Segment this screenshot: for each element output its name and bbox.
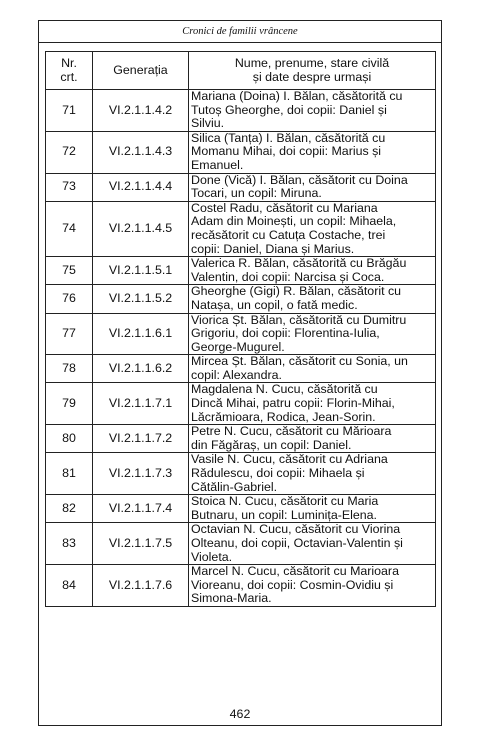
row-number-cell: 71 (46, 90, 93, 132)
table-row (46, 523, 436, 565)
description-line: Viorica Șt. Bălan, căsătorită cu Dumitru (191, 312, 407, 327)
description-line: Dincă Mihai, patru copii: Florin-Mihai, (191, 396, 395, 411)
description-line: Emanuel. (191, 157, 244, 172)
generation-cell: VI.2.1.1.6.1 (93, 313, 189, 355)
table-row (46, 383, 436, 425)
generation-cell: VI.2.1.1.4.2 (93, 90, 189, 132)
generation-cell: VI.2.1.1.4.4 (93, 173, 189, 201)
table-row (46, 257, 436, 285)
generation-cell: VI.2.1.1.7.4 (93, 495, 189, 523)
description-line: Lăcrămioara, Rodica, Jean-Sorin. (191, 409, 376, 424)
generation-cell: VI.2.1.1.5.1 (93, 257, 189, 285)
description-line: Petre N. Cucu, căsătorit cu Mărioara (191, 424, 392, 439)
table-body (46, 90, 436, 607)
row-number-cell: 72 (46, 131, 93, 173)
generation-cell: VI.2.1.1.7.2 (93, 425, 189, 453)
column-header-nr-line1: Nr. (61, 55, 77, 70)
table-row (46, 201, 436, 256)
table-row (46, 90, 436, 132)
generation-cell: VI.2.1.1.7.1 (93, 383, 189, 425)
column-header-nr-line2: crt. (60, 69, 78, 84)
description-line: Gheorghe (Gigi) R. Bălan, căsătorit cu (191, 284, 402, 299)
row-number-cell: 83 (46, 523, 93, 565)
table-header-row (46, 52, 436, 90)
column-header-generation: Generația (93, 52, 189, 90)
description-cell (189, 257, 436, 285)
description-line: Violeta. (191, 549, 233, 564)
description-line: Valentin, doi copii: Narcisa și Coca. (191, 269, 385, 284)
description-cell (189, 201, 436, 256)
page-number: 462 (229, 707, 251, 721)
description-line: Mircea Șt. Bălan, căsătorit cu Sonia, un (191, 354, 408, 369)
description-line: George-Mugurel. (191, 339, 285, 354)
description-line: Magdalena N. Cucu, căsătorită cu (191, 382, 378, 397)
description-line: Octavian N. Cucu, căsătorit cu Viorina (191, 522, 401, 537)
description-line: din Făgăraș, un copil: Daniel. (191, 437, 352, 452)
row-number-cell: 77 (46, 313, 93, 355)
table-row (46, 131, 436, 173)
description-cell (189, 383, 436, 425)
row-number-cell: 82 (46, 495, 93, 523)
description-line: Done (Vică) I. Bălan, căsătorit cu Doina (191, 172, 408, 187)
description-line: Olteanu, doi copii, Octavian-Valentin și (191, 536, 403, 550)
description-cell (189, 173, 436, 201)
description-line: Vasile N. Cucu, căsătorit cu Adriana (191, 452, 388, 467)
table-row (46, 425, 436, 453)
table-row (46, 285, 436, 313)
generation-cell: VI.2.1.1.4.3 (93, 131, 189, 173)
description-line: Silviu. (191, 116, 225, 131)
row-number-cell: 81 (46, 453, 93, 495)
generation-cell: VI.2.1.1.7.3 (93, 453, 189, 495)
column-header-description-line2: și date despre urmași (252, 69, 372, 84)
description-cell (189, 90, 436, 132)
description-line: Simona-Maria. (191, 591, 272, 606)
description-line: Tocari, un copil: Miruna. (191, 186, 322, 201)
genealogy-table (45, 51, 436, 607)
description-line: Costel Radu, căsătorit cu Mariana (191, 200, 378, 215)
description-line: Rădulescu, doi copii: Mihaela și (191, 466, 365, 481)
row-number-cell: 84 (46, 565, 93, 607)
table-row (46, 495, 436, 523)
column-header-nr (46, 52, 93, 90)
row-number-cell: 79 (46, 383, 93, 425)
row-number-cell: 76 (46, 285, 93, 313)
description-line: Stoica N. Cucu, căsătorit cu Maria (191, 494, 379, 509)
generation-cell: VI.2.1.1.4.5 (93, 201, 189, 256)
description-cell (189, 453, 436, 495)
table-row (46, 355, 436, 383)
description-line: Momanu Mihai, doi copii: Marius și (191, 144, 382, 159)
column-header-description (189, 52, 436, 90)
description-line: copil: Alexandra. (191, 367, 282, 382)
column-header-description-line1: Nume, prenume, stare civilă (234, 55, 390, 70)
description-line: Grigoriu, doi copii: Florentina-Iulia, (191, 326, 380, 341)
table-row (46, 313, 436, 355)
description-line: Silica (Tanța) I. Bălan, căsătorită cu (191, 130, 386, 145)
description-line: recăsătorit cu Catuța Costache, trei (191, 227, 386, 242)
row-number-cell: 73 (46, 173, 93, 201)
description-line: Marcel N. Cucu, căsătorit cu Marioara (191, 564, 399, 579)
row-number-cell: 80 (46, 425, 93, 453)
description-line: Natașa, un copil, o fată medic. (191, 297, 358, 312)
description-line: Tutoș Gheorghe, doi copii: Daniel și (191, 102, 387, 117)
row-number-cell: 74 (46, 201, 93, 256)
description-cell (189, 285, 436, 313)
description-cell (189, 313, 436, 355)
description-line: Butnaru, un copil: Luminița-Elena. (191, 507, 377, 522)
running-header: Cronici de familii vrâncene (39, 21, 441, 43)
description-cell (189, 565, 436, 607)
description-line: Valerica R. Bălan, căsătorită cu Brăgău (191, 256, 407, 271)
table-row (46, 453, 436, 495)
row-number-cell: 78 (46, 355, 93, 383)
description-cell (189, 523, 436, 565)
generation-cell: VI.2.1.1.6.2 (93, 355, 189, 383)
description-line: Adam din Moinești, un copil: Mihaela, (191, 214, 397, 229)
description-line: Vioreanu, doi copii: Cosmin-Ovidiu și (191, 577, 394, 592)
description-line: Mariana (Doina) I. Bălan, căsătorită cu (191, 89, 403, 103)
table-row (46, 565, 436, 607)
description-cell (189, 355, 436, 383)
generation-cell: VI.2.1.1.5.2 (93, 285, 189, 313)
page-frame (38, 20, 442, 726)
row-number-cell: 75 (46, 257, 93, 285)
generation-cell: VI.2.1.1.7.5 (93, 523, 189, 565)
description-cell (189, 495, 436, 523)
description-cell (189, 425, 436, 453)
generation-cell: VI.2.1.1.7.6 (93, 565, 189, 607)
description-line: copii: Daniel, Diana și Marius. (191, 241, 355, 256)
description-line: Cătălin-Gabriel. (191, 479, 278, 494)
table-row (46, 173, 436, 201)
description-cell (189, 131, 436, 173)
